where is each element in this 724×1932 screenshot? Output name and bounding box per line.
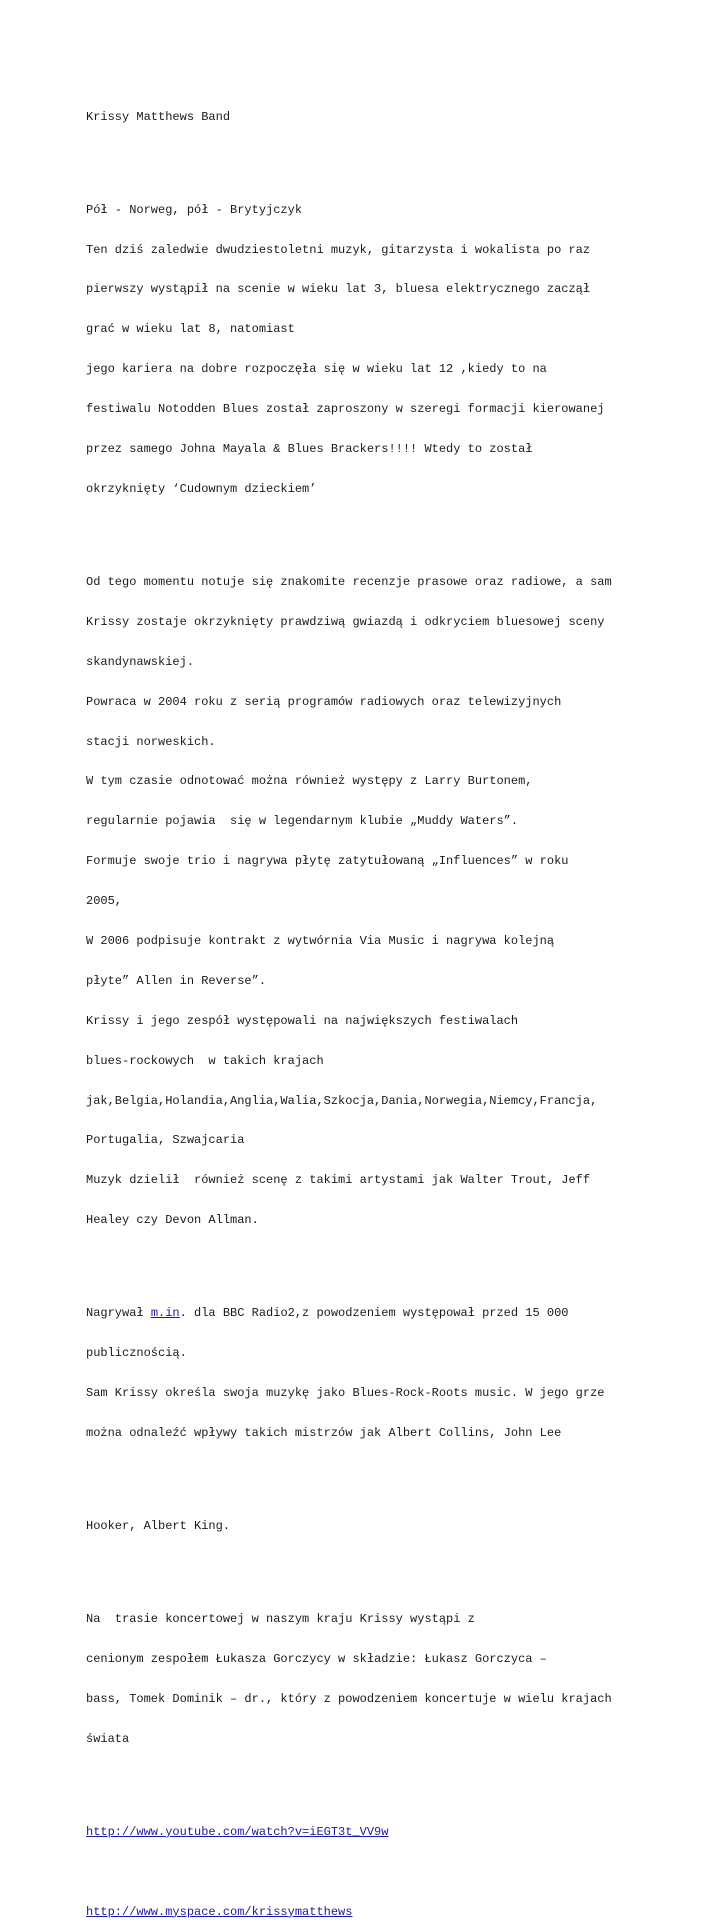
paragraph-line: jego kariera na dobre rozpoczęła się w wieku lat 12 ,kiedy to na [86, 362, 547, 377]
paragraph-line: Healey czy Devon Allman. [86, 1213, 259, 1228]
paragraph-line: Hooker, Albert King. [86, 1519, 231, 1534]
paragraph-line: publicznością. [86, 1346, 187, 1361]
min-link[interactable]: m.in [150, 1306, 180, 1321]
blank-line [86, 523, 666, 536]
paragraph-line: Krissy i jego zespół występowali na największych festiwalach [86, 1013, 519, 1028]
paragraph-line: Ten dziś zaledwie dwudziestoletni muzyk, gitarzysta i wokalista po raz [86, 242, 591, 257]
paragraph-line: stacji norweskich. [86, 734, 216, 749]
paragraph-line: W tym czasie odnotować można również występy z Larry Burtonem, [86, 774, 533, 789]
paragraph-line: jak,Belgia,Holandia,Anglia,Walia,Szkocja,Dania,Norwegia,Niemcy,Francja, [86, 1093, 598, 1108]
paragraph-line: Od tego momentu notuje się znakomite recenzje prasowe oraz radiowe, a sam [86, 574, 612, 589]
blank-line [86, 1866, 666, 1879]
paragraph-line: bass, Tomek Dominik – dr., który z powodzeniem koncertuje w wielu krajach [86, 1691, 612, 1706]
document-page [86, 84, 666, 1932]
paragraph-line: Portugalia, Szwajcaria [86, 1133, 245, 1148]
paragraph-line: świata [86, 1731, 130, 1746]
paragraph-line: blues-rockowych w takich krajach [86, 1053, 324, 1068]
blank-line [86, 1467, 666, 1480]
paragraph-line: regularnie pojawia się w legendarnym klubie „Muddy Waters”. [86, 814, 519, 829]
blank-line [86, 1560, 666, 1573]
text-segment: Nagrywał [86, 1306, 151, 1321]
paragraph-line: pierwszy wystąpił na scenie w wieku lat 3, bluesa elektrycznego zaczął [86, 282, 591, 297]
paragraph-line: okrzyknięty ‘Cudownym dzieckiem’ [86, 481, 317, 496]
blank-line [86, 1773, 666, 1786]
myspace-link[interactable]: http://www.myspace.com/krissymatthews [86, 1904, 353, 1919]
paragraph-line: Pół - Norweg, pół - Brytyjczyk [86, 202, 303, 217]
paragraph-line: Sam Krissy określa swoja muzykę jako Blues-Rock-Roots music. W jego grze [86, 1386, 605, 1401]
paragraph-line: skandynawskiej. [86, 654, 195, 669]
paragraph-line: W 2006 podpisuje kontrakt z wytwórnia Via Music i nagrywa kolejną [86, 934, 555, 948]
document-title: Krissy Matthews Band [86, 109, 231, 124]
paragraph-line [86, 1826, 666, 1839]
paragraph-line: Formuje swoje trio i nagrywa płytę zatytułowaną „Influences” w roku [86, 854, 569, 869]
paragraph-line: Krissy zostaje okrzyknięty prawdziwą gwiazdą i odkryciem bluesowej sceny [86, 614, 605, 629]
paragraph-line: można odnaleźć wpływy takich mistrzów jak Albert Collins, John Lee [86, 1425, 562, 1440]
paragraph-line: Na trasie koncertowej w naszym kraju Krissy wystąpi z [86, 1612, 475, 1627]
paragraph-line [86, 1307, 666, 1320]
text-segment: . dla BBC Radio2,z powodzeniem występował przed 15 000 [179, 1306, 569, 1321]
paragraph-line: grać w wieku lat 8, natomiast [86, 322, 295, 337]
paragraph-line: 2005, [86, 894, 123, 909]
blank-line [86, 150, 666, 163]
youtube-link[interactable]: http://www.youtube.com/watch?v=iEGT3t_VV9w [86, 1824, 389, 1839]
paragraph-line: Muzyk dzielił również scenę z takimi artystami jak Walter Trout, Jeff [86, 1173, 591, 1188]
paragraph-line: płyte” Allen in Reverse”. [86, 973, 267, 988]
paragraph-line: cenionym zespołem Łukasza Gorczycy w składzie: Łukasz Gorczyca – [86, 1652, 547, 1667]
paragraph-line: festiwalu Notodden Blues został zaproszony w szeregi formacji kierowanej [86, 402, 605, 417]
paragraph-line: przez samego Johna Mayala & Blues Brackers!!!! Wtedy to został [86, 442, 533, 457]
paragraph-line [86, 1906, 666, 1919]
blank-line [86, 1254, 666, 1267]
paragraph-line: Powraca w 2004 roku z serią programów radiowych oraz telewizyjnych [86, 694, 562, 709]
